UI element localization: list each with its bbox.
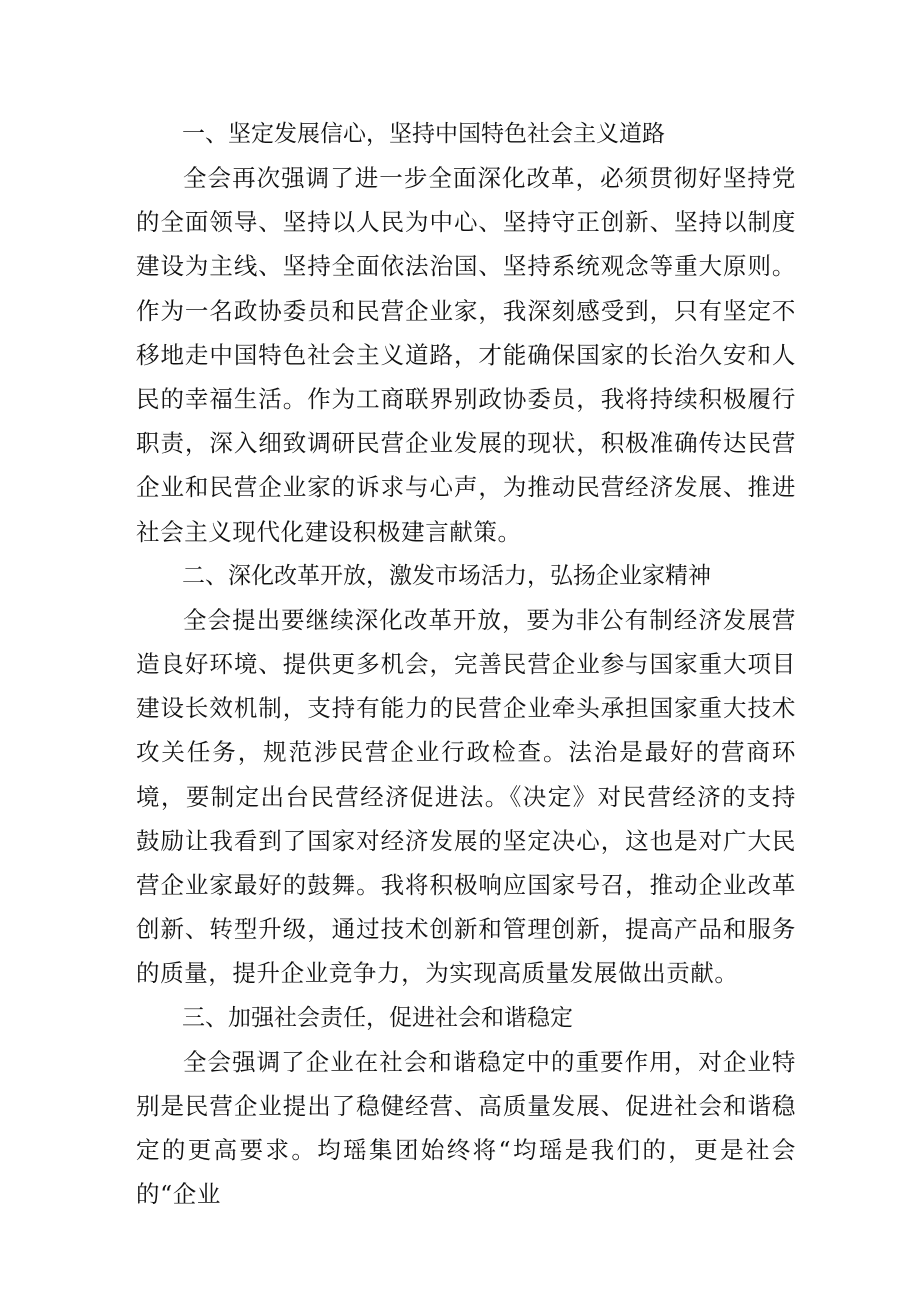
section-paragraph: 全会强调了企业在社会和谐稳定中的重要作用，对企业特别是民营企业提出了稳健经营、高质量发展、促进社会和谐稳定的更高要求。均瑶集团始终将“均瑶是我们的，更是社会的“企业	[136, 1047, 796, 1209]
section-heading: 二、深化改革开放，激发市场活力，弘扬企业家精神	[182, 562, 711, 589]
section-heading: 三、加强社会责任，促进社会和谐稳定	[182, 1004, 573, 1031]
section-1	[136, 112, 796, 554]
section-2	[136, 554, 796, 996]
section-paragraph: 全会提出要继续深化改革开放，要为非公有制经济发展营造良好环境、提供更多机会，完善民营企业参与国家重大项目建设长效机制，支持有能力的民营企业牵头承担国家重大技术攻关任务，规范涉民营企业行政检查。法治是最好的营商环境，要制定出台民营经济促进法。《决定》对民营经济的支持鼓励让我看到了国家对经济发展的坚定决心，这也是对广大民营企业家最好的鼓舞。我将积极响应国家号召，推动企业改革创新、转型升级，通过技术创新和管理创新，提高产品和服务的质量，提升企业竞争力，为实现高质量发展做出贡献。	[136, 605, 796, 988]
section-paragraph: 全会再次强调了进一步全面深化改革，必须贯彻好坚持党的全面领导、坚持以人民为中心、坚持守正创新、坚持以制度建设为主线、坚持全面依法治国、坚持系统观念等重大原则。作为一名政协委员和民营企业家，我深刻感受到，只有坚定不移地走中国特色社会主义道路，才能确保国家的长治久安和人民的幸福生活。作为工商联界别政协委员，我将持续积极履行职责，深入细致调研民营企业发展的现状，积极准确传达民营企业和民营企业家的诉求与心声，为推动民营经济发展、推进社会主义现代化建设积极建言献策。	[136, 164, 796, 546]
section-heading: 一、坚定发展信心，坚持中国特色社会主义道路	[182, 121, 665, 147]
document-page	[136, 112, 796, 1216]
section-3	[136, 996, 796, 1217]
